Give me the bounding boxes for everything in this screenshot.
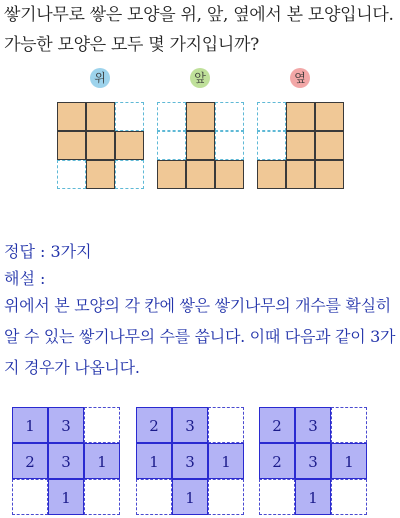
block-square xyxy=(186,102,215,131)
count-cell: 1 xyxy=(208,443,244,479)
count-cell: 3 xyxy=(172,407,208,443)
empty-square xyxy=(115,102,144,131)
count-cell: 3 xyxy=(48,407,84,443)
empty-cell xyxy=(331,407,367,443)
empty-cell xyxy=(259,479,295,515)
block-square xyxy=(186,160,215,189)
count-cell: 1 xyxy=(48,479,84,515)
block-square xyxy=(286,160,315,189)
count-cell: 1 xyxy=(136,443,172,479)
empty-cell xyxy=(84,479,120,515)
empty-square xyxy=(257,102,286,131)
empty-square xyxy=(157,131,186,160)
block-square xyxy=(157,160,186,189)
block-square xyxy=(315,160,344,189)
empty-square xyxy=(215,102,244,131)
empty-square xyxy=(257,131,286,160)
explanation-label: 해설 : xyxy=(4,269,46,288)
block-square xyxy=(257,160,286,189)
empty-cell xyxy=(12,479,48,515)
empty-cell xyxy=(208,479,244,515)
side-view-grid xyxy=(257,102,344,189)
empty-cell xyxy=(208,407,244,443)
count-cell: 2 xyxy=(12,443,48,479)
side-view-label: 옆 xyxy=(290,68,310,88)
empty-square xyxy=(215,131,244,160)
count-cell: 2 xyxy=(136,407,172,443)
empty-cell xyxy=(136,479,172,515)
top-view-label: 위 xyxy=(90,68,110,88)
answer-line xyxy=(4,241,92,263)
count-cell: 1 xyxy=(172,479,208,515)
empty-square xyxy=(115,160,144,189)
block-square xyxy=(315,131,344,160)
explanation-text: 위에서 본 모양의 각 칸에 쌓은 쌓기나무의 개수를 확실히 알 수 있는 쌓기나무의 수를 씁니다. 이때 다음과 같이 3가지 경우가 나옵니다. xyxy=(4,296,396,377)
count-cell: 3 xyxy=(295,443,331,479)
front-view-grid xyxy=(157,102,244,189)
block-square xyxy=(286,131,315,160)
empty-cell xyxy=(84,407,120,443)
solution-grid-1 xyxy=(12,407,120,515)
count-cell: 2 xyxy=(259,407,295,443)
count-cell: 2 xyxy=(259,443,295,479)
block-square xyxy=(86,102,115,131)
count-cell: 3 xyxy=(48,443,84,479)
count-cell: 1 xyxy=(12,407,48,443)
top-view-grid xyxy=(57,102,144,189)
block-square xyxy=(115,131,144,160)
block-square xyxy=(315,102,344,131)
empty-square xyxy=(57,160,86,189)
solution-grid-3 xyxy=(259,407,367,515)
count-cell: 1 xyxy=(295,479,331,515)
count-cell: 3 xyxy=(295,407,331,443)
block-square xyxy=(286,102,315,131)
empty-square xyxy=(157,102,186,131)
answer-value: 3가지 xyxy=(50,242,92,261)
answer-label: 정답 : xyxy=(4,242,51,261)
count-cell: 1 xyxy=(84,443,120,479)
front-view-label: 앞 xyxy=(190,68,210,88)
block-square xyxy=(215,160,244,189)
block-square xyxy=(57,102,86,131)
solution-grid-2 xyxy=(136,407,244,515)
count-cell: 1 xyxy=(331,443,367,479)
block-square xyxy=(86,160,115,189)
count-cell: 3 xyxy=(172,443,208,479)
empty-cell xyxy=(331,479,367,515)
block-square xyxy=(86,131,115,160)
block-square xyxy=(57,131,86,160)
question-text: 쌓기나무로 쌓은 모양을 위, 앞, 옆에서 본 모양입니다. 가능한 모양은 모두 몇 가지입니까? xyxy=(4,5,394,55)
block-square xyxy=(186,131,215,160)
